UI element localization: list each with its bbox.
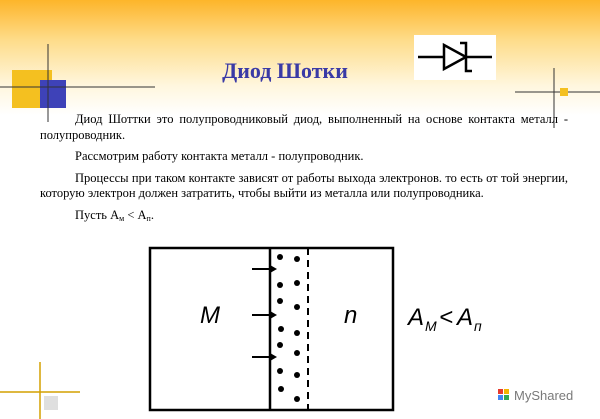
condition-sub-semiconductor: п [146, 213, 151, 223]
relation-a-semiconductor: A [457, 304, 474, 331]
myshared-logo-icon [498, 389, 509, 400]
relation-a-metal: A [408, 304, 425, 331]
contact-box [150, 248, 393, 410]
deco-bottom-square [44, 396, 58, 410]
condition-sub-metal: м [119, 213, 125, 223]
relation-less-than: < [439, 304, 454, 331]
condition-prefix: Пусть A [75, 207, 120, 222]
relation-sub-metal: M [425, 318, 437, 334]
watermark-text: MyShared [514, 388, 574, 403]
condition-mid: < A [124, 207, 147, 222]
diode-symbol-icon [414, 35, 496, 80]
body-text [40, 112, 568, 230]
paragraph-processes: Процессы при таком контакте зависят от работы выхода электронов. то есть от той энергии, которую электрон должен затратить, чтобы выйти из металла или полупроводника. [40, 170, 568, 200]
myshared-watermark [496, 385, 596, 405]
semiconductor-label: n [344, 302, 358, 329]
relation-sub-semiconductor: п [474, 318, 482, 334]
paragraph-condition [40, 208, 568, 227]
metal-semiconductor-contact-diagram [140, 245, 500, 415]
paragraph-definition: Диод Шоттки это полупроводниковый диод, выполненный на основе контакта металл - полупроводник. [40, 112, 568, 142]
deco-right-small-square [560, 88, 568, 96]
condition-suffix: . [150, 207, 154, 222]
paragraph-consider: Рассмотрим работу контакта металл - полупроводник. [75, 149, 364, 163]
work-function-relation [406, 304, 482, 334]
electron-arrows [252, 265, 277, 361]
metal-label: M [200, 302, 220, 329]
schottky-diode-symbol [414, 35, 496, 80]
deco-blue-square [40, 80, 66, 108]
electron-dots [277, 254, 300, 402]
slide-title: Диод Шотки [222, 58, 348, 83]
